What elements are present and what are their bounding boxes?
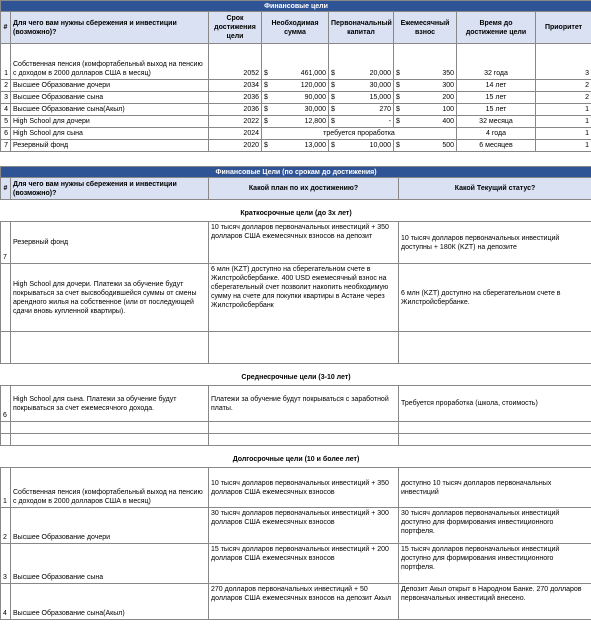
cell-sum[interactable]: $ 30,000 <box>262 104 329 116</box>
cell-priority[interactable]: 1 <box>536 116 591 128</box>
cell-time[interactable]: 15 лет <box>457 104 536 116</box>
medium-term-title: Среднесрочные цели (3-10 лет) <box>241 374 351 381</box>
goals-by-term-table <box>0 166 591 620</box>
table-row <box>1 140 591 152</box>
cell-num[interactable]: 4 <box>1 104 11 116</box>
cell-goal[interactable]: Собственная пенсия (комфортабельный выход на пенсию с доходом в 2000 долларов США в месяц) <box>11 468 209 508</box>
cell-sum[interactable]: $ 120,000 <box>262 80 329 92</box>
cell-capital[interactable]: $ 270 <box>329 104 394 116</box>
cell-goal[interactable]: Высшее Образование сына <box>11 92 209 104</box>
cell-monthly[interactable]: $ 400 <box>394 116 457 128</box>
cell-plan[interactable]: 270 долларов первоначальных инвестиций + 50 долларов США ежемесячных взносов на депозит Акыл <box>209 584 399 620</box>
short-term-title: Краткосрочные цели (до 3х лет) <box>240 210 352 217</box>
table-row <box>1 116 591 128</box>
cell-status[interactable]: 30 тысяч долларов первоначальных инвестиций доступно для формирования инвестиционного портфеля. <box>399 508 591 544</box>
table-row <box>1 584 591 620</box>
cell-status[interactable]: доступно 10 тысяч долларов первоначальных инвестиций <box>399 468 591 508</box>
cell-priority[interactable]: 2 <box>536 80 591 92</box>
section-title: Финансовые цели <box>1 1 591 12</box>
col-header-status: Какой Текущий статус? <box>399 178 591 200</box>
cell-capital[interactable]: $ 15,000 <box>329 92 394 104</box>
cell-status[interactable]: 10 тысяч долларов первоначальных инвестиций доступны + 180К (KZT) на депозите <box>399 222 591 264</box>
cell-goal[interactable]: High School для сына. Платежи за обучение будут покрываться за счет ежемесячного дохода. <box>11 386 209 422</box>
cell-goal[interactable]: High School для сына <box>11 128 209 140</box>
cell-priority[interactable]: 1 <box>536 104 591 116</box>
section-title: Финансовые Цели (по срокам до достижения) <box>1 167 591 178</box>
cell-plan[interactable]: Платежи за обучение будут покрываться с заработной платы. <box>209 386 399 422</box>
cell-time[interactable]: 15 лет <box>457 92 536 104</box>
table-row <box>1 222 591 264</box>
cell-sum[interactable]: $ 90,000 <box>262 92 329 104</box>
cell-capital[interactable]: $ 30,000 <box>329 80 394 92</box>
cell-plan[interactable]: 10 тысяч долларов первоначальных инвестиций + 350 долларов США ежемесячных взносов на депозит <box>209 222 399 264</box>
cell-goal[interactable]: Высшее Образование сына(Акыл) <box>11 104 209 116</box>
table-row <box>1 92 591 104</box>
cell-goal[interactable]: Высшее Образование сына(Акыл) <box>11 584 209 620</box>
cell-goal[interactable]: High School для дочери. Платежи за обучение будут покрываться за счет высвободившейся суммы от смены арендного жилья на собственное (или от последующей сдачи вновь купленной квартиры). <box>11 264 209 332</box>
cell-sum[interactable]: $ 13,000 <box>262 140 329 152</box>
cell-goal[interactable]: Высшее Образование сына <box>11 544 209 584</box>
cell-status[interactable]: Депозит Акыл открыт в Народном Банке. 270 долларов первоначальных инвестиций внесено. <box>399 584 591 620</box>
financial-goals-table <box>0 0 591 152</box>
cell-num[interactable]: 3 <box>1 544 11 584</box>
cell-num[interactable]: 4 <box>1 584 11 620</box>
cell-year[interactable]: 2020 <box>209 140 262 152</box>
cell-num[interactable]: 3 <box>1 92 11 104</box>
cell-time[interactable]: 32 года <box>457 44 536 80</box>
cell-goal[interactable]: Собственная пенсия (комфортабельный выход на пенсию с доходом в 2000 долларов США в месяц) <box>11 44 209 80</box>
cell-num[interactable]: 1 <box>1 44 11 80</box>
cell-year[interactable]: 2052 <box>209 44 262 80</box>
cell-num[interactable]: 6 <box>1 386 11 422</box>
cell-num[interactable]: 6 <box>1 128 11 140</box>
cell-num[interactable]: 2 <box>1 80 11 92</box>
cell-monthly[interactable]: $ 100 <box>394 104 457 116</box>
cell-year[interactable]: 2036 <box>209 92 262 104</box>
cell-capital[interactable]: $ 10,000 <box>329 140 394 152</box>
cell-plan[interactable]: 15 тысяч долларов первоначальных инвестиций + 200 долларов США ежемесячных взносов <box>209 544 399 584</box>
long-term-title: Долгосрочные цели (10 и более лет) <box>232 456 360 463</box>
table-row <box>1 264 591 332</box>
cell-plan[interactable]: 30 тысяч долларов первоначальных инвестиций + 300 долларов США ежемесячных взносов <box>209 508 399 544</box>
cell-sum[interactable]: $ 12,800 <box>262 116 329 128</box>
cell-num[interactable]: 7 <box>1 222 11 264</box>
cell-monthly[interactable]: $ 350 <box>394 44 457 80</box>
cell-priority[interactable]: 1 <box>536 140 591 152</box>
cell-note[interactable]: требуется проработка <box>262 128 457 140</box>
table-row <box>1 508 591 544</box>
col-header-num: # <box>1 178 11 200</box>
cell-goal[interactable]: Резервный фонд <box>11 222 209 264</box>
table-row <box>1 544 591 584</box>
cell-time[interactable]: 6 месяцев <box>457 140 536 152</box>
cell-status[interactable]: 15 тысяч долларов первоначальных инвестиций доступно для формирования инвестиционного портфеля. <box>399 544 591 584</box>
cell-goal[interactable]: Резервный фонд <box>11 140 209 152</box>
cell-year[interactable]: 2022 <box>209 116 262 128</box>
cell-sum[interactable]: $ 461,000 <box>262 44 329 80</box>
col-header-priority: Приоритет <box>536 12 591 44</box>
table-row <box>1 128 591 140</box>
col-header-capital: Первоначальный капитал <box>329 12 394 44</box>
table-row <box>1 80 591 92</box>
cell-goal[interactable]: Высшее Образование дочери <box>11 80 209 92</box>
cell-num[interactable]: 1 <box>1 468 11 508</box>
cell-capital[interactable]: $ 20,000 <box>329 44 394 80</box>
table-row <box>1 44 591 80</box>
cell-status[interactable]: Требуется проработка (школа, стоимость) <box>399 386 591 422</box>
cell-plan[interactable]: 6 млн (KZT) доступно на сберегательном счете в Жилстройсбербанке. 400 USD ежемесячный взнос на сберегательный счет позволит накопить необходимую сумму на счете для покупки квартиры в Астане через Жилстройсбербанк <box>209 264 399 332</box>
col-header-time: Время до достижение цели <box>457 12 536 44</box>
empty-row <box>1 332 591 364</box>
col-header-plan: Какой план по их достижению? <box>209 178 399 200</box>
cell-priority[interactable]: 3 <box>536 44 591 80</box>
cell-year[interactable]: 2036 <box>209 104 262 116</box>
cell-status[interactable]: 6 млн (KZT) доступно на сберегательном счете в Жилстройсбербанке. <box>399 264 591 332</box>
col-header-monthly: Ежемесячный взнос <box>394 12 457 44</box>
cell-monthly[interactable]: $ 500 <box>394 140 457 152</box>
col-header-num: # <box>1 12 11 44</box>
cell-num[interactable] <box>1 264 11 332</box>
cell-plan[interactable]: 10 тысяч долларов первоначальных инвестиций + 350 долларов США ежемесячных взносов <box>209 468 399 508</box>
cell-goal[interactable]: Высшее Образование дочери <box>11 508 209 544</box>
cell-num[interactable]: 7 <box>1 140 11 152</box>
table-row <box>1 386 591 422</box>
cell-time[interactable]: 14 лет <box>457 80 536 92</box>
cell-num[interactable]: 5 <box>1 116 11 128</box>
col-header-goal: Для чего вам нужны сбережения и инвестиции (возможно)? <box>11 178 209 200</box>
cell-num[interactable]: 2 <box>1 508 11 544</box>
table-row <box>1 468 591 508</box>
cell-goal[interactable]: High School для дочери <box>11 116 209 128</box>
cell-time[interactable]: 32 месяца <box>457 116 536 128</box>
cell-year[interactable]: 2024 <box>209 128 262 140</box>
table-row <box>1 104 591 116</box>
col-header-sum: Необходимая сумма <box>262 12 329 44</box>
cell-priority[interactable]: 2 <box>536 92 591 104</box>
empty-row <box>1 434 591 446</box>
empty-row <box>1 422 591 434</box>
col-header-year: Срок достижения цели <box>209 12 262 44</box>
cell-monthly[interactable]: $ 300 <box>394 80 457 92</box>
cell-year[interactable]: 2034 <box>209 80 262 92</box>
cell-monthly[interactable]: $ 200 <box>394 92 457 104</box>
cell-time[interactable]: 4 года <box>457 128 536 140</box>
cell-capital[interactable]: $ - <box>329 116 394 128</box>
col-header-goal: Для чего вам нужны сбережения и инвестиции (возможно)? <box>11 12 209 44</box>
cell-priority[interactable]: 1 <box>536 128 591 140</box>
